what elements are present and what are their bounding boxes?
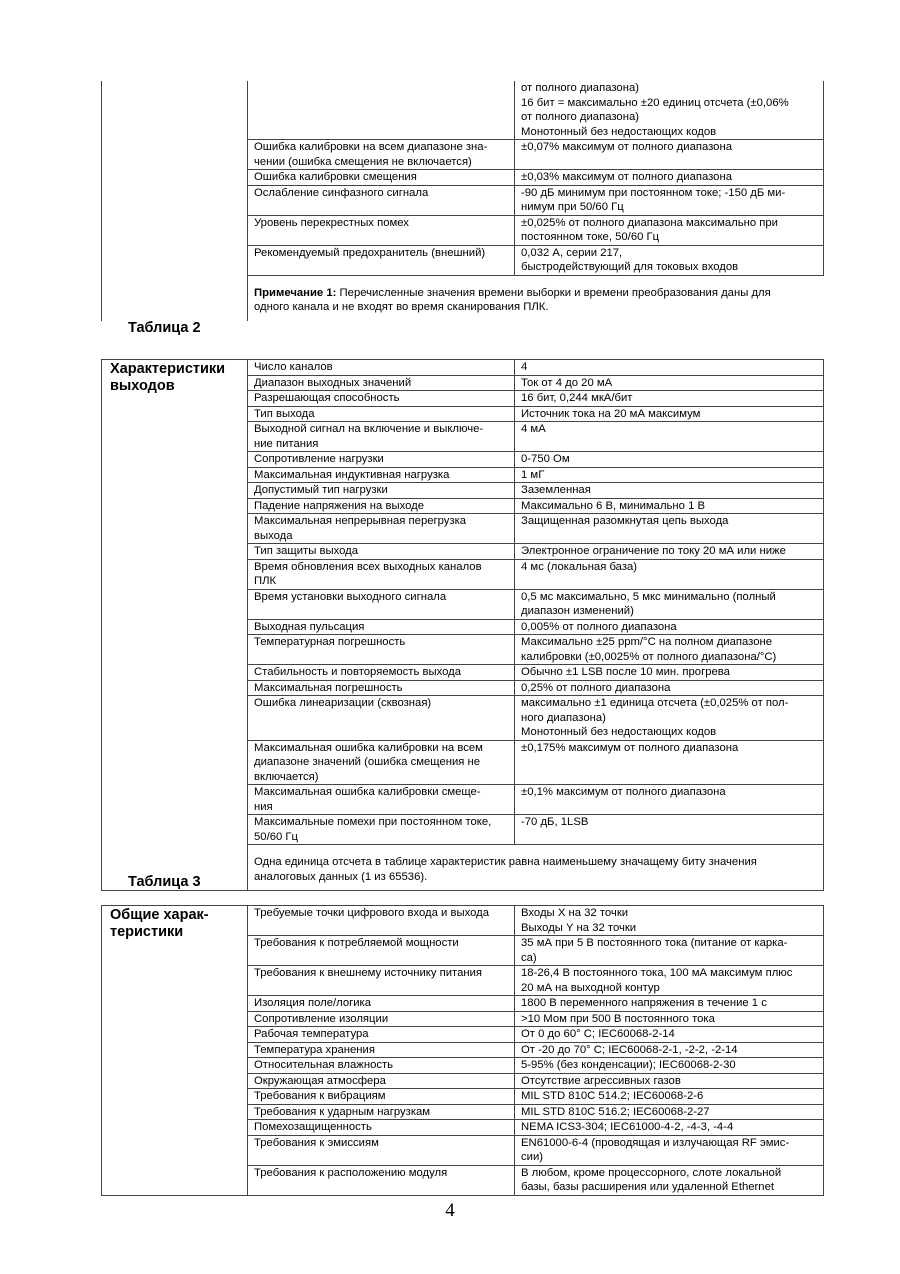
value-cell xyxy=(515,170,824,186)
parameter-cell xyxy=(248,559,515,589)
parameter-cell xyxy=(248,1058,515,1074)
parameter-text: Диапазон выходных значений xyxy=(254,376,412,389)
value-cell xyxy=(515,1120,824,1136)
parameter-text: Максимальная ошибка калибровки на всем xyxy=(254,741,483,754)
value-cell xyxy=(515,1011,824,1027)
parameter-cell xyxy=(248,936,515,966)
parameter-cell xyxy=(248,375,515,391)
value-text: Электронное ограничение по току 20 мА или ниже xyxy=(521,545,786,557)
parameter-text: Изоляция поле/логика xyxy=(254,997,372,1009)
value-text: Входы X на 32 точки xyxy=(521,907,629,919)
parameter-text: ПЛК xyxy=(254,575,277,587)
value-cell xyxy=(515,589,824,619)
table-analog-inputs-continued xyxy=(101,81,824,321)
value-text: Монотонный без недостающих кодов xyxy=(521,726,717,738)
value-text: от полного диапазона) xyxy=(521,111,639,123)
value-text: базы, базы расширения или удаленной Ethernet xyxy=(521,1181,774,1193)
parameter-text: Требования к потребляемой мощности xyxy=(254,937,459,949)
note-text: одного канала и не входят во время сканирования ПЛК. xyxy=(254,301,549,313)
value-cell xyxy=(515,514,824,544)
parameter-cell xyxy=(248,1089,515,1105)
value-cell xyxy=(515,245,824,275)
parameter-text: чении (ошибка смещения не включается) xyxy=(254,155,472,168)
note-text: аналоговых данных (1 из 65536). xyxy=(254,870,428,883)
parameter-text: Максимальная погрешность xyxy=(254,681,403,694)
table-body xyxy=(102,906,824,1196)
parameter-text: диапазоне значений (ошибка смещения не xyxy=(254,756,481,768)
table-3-heading: Таблица 3 xyxy=(128,874,201,890)
value-cell xyxy=(515,406,824,422)
parameter-cell xyxy=(248,1135,515,1165)
value-text: нимум при 50/60 Гц xyxy=(521,201,624,213)
parameter-text: Требования к расположению модуля xyxy=(254,1166,448,1179)
parameter-cell xyxy=(248,1120,515,1136)
value-text: 18-26,4 В постоянного тока, 100 мА максимум плюс xyxy=(521,967,793,979)
parameter-cell xyxy=(248,996,515,1012)
parameter-cell xyxy=(248,696,515,741)
parameter-cell xyxy=(248,544,515,560)
parameter-text: Число каналов xyxy=(254,361,333,373)
table-output-characteristics xyxy=(101,359,824,891)
value-cell xyxy=(515,544,824,560)
value-cell xyxy=(515,665,824,681)
value-text: Максимально 6 В, минимально 1 В xyxy=(521,499,706,512)
parameter-cell xyxy=(248,1073,515,1089)
parameter-text: Требования к вибрациям xyxy=(254,1090,386,1102)
value-cell xyxy=(515,498,824,514)
value-cell xyxy=(515,1135,824,1165)
parameter-text: Помехозащищенность xyxy=(254,1121,372,1133)
value-cell xyxy=(515,375,824,391)
value-cell xyxy=(515,996,824,1012)
parameter-text: Разрешающая способность xyxy=(254,392,400,404)
value-text: Монотонный без недостающих кодов xyxy=(521,125,717,138)
parameter-text: Тип защиты выхода xyxy=(254,545,359,557)
value-text: ±0,03% максимум от полного диапазона xyxy=(521,171,732,183)
parameter-text: Стабильность и повторяемость выхода xyxy=(254,666,462,678)
value-text: 1800 В переменного напряжения в течение 1 с xyxy=(521,997,767,1009)
parameter-text: Максимальные помехи при постоянном токе, xyxy=(254,816,492,828)
parameter-cell xyxy=(248,467,515,483)
parameter-cell xyxy=(248,185,515,215)
value-text: 4 мс (локальная база) xyxy=(521,560,638,573)
parameter-cell xyxy=(248,170,515,186)
parameter-cell xyxy=(248,619,515,635)
note-text: Одна единица отсчета в таблице характеристик равна наименьшему значащему биту значения xyxy=(254,856,757,868)
parameter-text: Время обновления всех выходных каналов xyxy=(254,560,482,573)
value-text: ±0,175% максимум от полного диапазона xyxy=(521,741,739,754)
parameter-cell xyxy=(248,589,515,619)
parameter-text: Сопротивление изоляции xyxy=(254,1012,389,1025)
parameter-cell xyxy=(248,452,515,468)
value-cell xyxy=(515,815,824,845)
value-text: >10 Мом при 500 В постоянного тока xyxy=(521,1012,715,1025)
table-general-characteristics xyxy=(101,905,824,1196)
parameter-text: ния xyxy=(254,800,273,813)
value-cell xyxy=(515,215,824,245)
value-text: постоянном токе, 50/60 Гц xyxy=(521,231,660,243)
parameter-cell xyxy=(248,665,515,681)
value-text: 4 xyxy=(521,361,528,373)
value-text: MIL STD 810C 514.2; IEC60068-2-6 xyxy=(521,1090,704,1102)
section-label xyxy=(102,81,248,321)
parameter-text: Температура хранения xyxy=(254,1043,375,1056)
value-cell xyxy=(515,906,824,936)
parameter-text: ние питания xyxy=(254,437,319,450)
table-row xyxy=(102,906,824,936)
parameter-cell xyxy=(248,906,515,936)
value-cell xyxy=(515,391,824,407)
value-cell xyxy=(515,81,824,140)
parameter-text: Относительная влажность xyxy=(254,1059,394,1071)
value-text: 5-95% (без конденсации); IEC60068-2-30 xyxy=(521,1059,736,1071)
section-label-line: Характеристики xyxy=(110,361,226,377)
value-cell xyxy=(515,467,824,483)
section-label xyxy=(102,360,248,891)
value-text: 0,032 А, серии 217, xyxy=(521,246,623,259)
value-cell xyxy=(515,1058,824,1074)
parameter-text: выхода xyxy=(254,529,293,542)
table-body xyxy=(102,81,824,321)
value-text: 0,005% от полного диапазона xyxy=(521,620,677,633)
parameter-text: Максимальная индуктивная нагрузка xyxy=(254,468,450,481)
parameter-text: Ошибка калибровки смещения xyxy=(254,171,417,183)
section-label xyxy=(102,906,248,1196)
parameter-text: Выходной сигнал на включение и выключе- xyxy=(254,423,484,435)
parameter-text: Максимальная непрерывная перегрузка xyxy=(254,515,467,527)
parameter-cell xyxy=(248,81,515,140)
value-cell xyxy=(515,785,824,815)
value-text: Обычно ±1 LSB после 10 мин. прогрева xyxy=(521,666,730,678)
parameter-text: Требования к ударным нагрузкам xyxy=(254,1105,431,1118)
value-text: Защищенная разомкнутая цепь выхода xyxy=(521,515,729,527)
value-text: калибровки (±0,0025% от полного диапазона/°С) xyxy=(521,650,777,663)
parameter-cell xyxy=(248,406,515,422)
value-cell xyxy=(515,452,824,468)
value-text: -90 дБ минимум при постоянном токе; -150 дБ ми- xyxy=(521,186,786,199)
parameter-text: включается) xyxy=(254,770,319,783)
parameter-text: Тип выхода xyxy=(254,407,315,420)
value-text: 16 бит, 0,244 мкА/бит xyxy=(521,392,633,404)
value-cell xyxy=(515,1104,824,1120)
value-text: От -20 до 70° С; IEC60068-2-1, -2-2, -2-14 xyxy=(521,1043,738,1056)
value-text: Источник тока на 20 мА максимум xyxy=(521,407,701,420)
value-text: Выходы Y на 32 точки xyxy=(521,921,637,934)
parameter-cell xyxy=(248,635,515,665)
parameter-cell xyxy=(248,422,515,452)
parameter-text: Максимальная ошибка калибровки смеще- xyxy=(254,786,481,798)
value-cell xyxy=(515,1027,824,1043)
parameter-text: Выходная пульсация xyxy=(254,620,365,633)
note-cell xyxy=(248,275,824,321)
parameter-text: Окружающая атмосфера xyxy=(254,1074,386,1087)
note-cell xyxy=(248,845,824,891)
value-cell xyxy=(515,1089,824,1105)
parameter-text: Температурная погрешность xyxy=(254,636,406,648)
parameter-text: Допустимый тип нагрузки xyxy=(254,484,388,496)
value-text: ±0,025% от полного диапазона максимально при xyxy=(521,216,778,229)
value-cell xyxy=(515,619,824,635)
parameter-cell xyxy=(248,1104,515,1120)
value-cell xyxy=(515,140,824,170)
parameter-cell xyxy=(248,483,515,499)
parameter-text: Требования к эмиссиям xyxy=(254,1136,379,1149)
value-cell xyxy=(515,966,824,996)
parameter-text: Уровень перекрестных помех xyxy=(254,216,409,229)
value-text: 20 мА на выходной контур xyxy=(521,981,660,994)
value-cell xyxy=(515,1165,824,1195)
value-text: 0,5 мс максимально, 5 мкс минимально (полный xyxy=(521,590,776,603)
value-text: Максимально ±25 ppm/°С на полном диапазоне xyxy=(521,636,773,648)
parameter-text: Рекомендуемый предохранитель (внешний) xyxy=(254,246,486,259)
value-cell xyxy=(515,422,824,452)
parameter-cell xyxy=(248,245,515,275)
value-text: ного диапазона) xyxy=(521,711,606,724)
parameter-cell xyxy=(248,498,515,514)
value-cell xyxy=(515,185,824,215)
value-text: 1 мГ xyxy=(521,468,545,481)
parameter-cell xyxy=(248,1011,515,1027)
parameter-text: Требуемые точки цифрового входа и выхода xyxy=(254,907,490,919)
value-text: 4 мА xyxy=(521,423,546,435)
section-label-line: Общие харак- xyxy=(110,907,209,923)
value-cell xyxy=(515,559,824,589)
parameter-text: Требования к внешнему источнику питания xyxy=(254,967,483,979)
note-label: Примечание 1: xyxy=(254,286,337,299)
parameter-text: Ошибка линеаризации (сквозная) xyxy=(254,697,432,709)
table-2-heading: Таблица 2 xyxy=(128,320,201,336)
value-text: 16 бит = максимально ±20 единиц отсчета (±0,06% xyxy=(521,96,789,109)
table-row xyxy=(102,81,824,140)
parameter-text: Время установки выходного сигнала xyxy=(254,590,447,603)
value-text: Заземленная xyxy=(521,484,591,496)
parameter-cell xyxy=(248,740,515,785)
value-text: диапазон изменений) xyxy=(521,605,634,617)
value-cell xyxy=(515,740,824,785)
section-label-line: теристики xyxy=(110,924,184,940)
parameter-text: Падение напряжения на выходе xyxy=(254,499,425,512)
value-cell xyxy=(515,680,824,696)
note-text: Примечание 1: Перечисленные значения времени выборки и времени преобразования даны для xyxy=(254,286,771,299)
value-text: от полного диапазона) xyxy=(521,82,639,94)
parameter-text: Сопротивление нагрузки xyxy=(254,453,384,465)
value-cell xyxy=(515,1073,824,1089)
value-cell xyxy=(515,483,824,499)
parameter-cell xyxy=(248,785,515,815)
value-text: NEMA ICS3-304; IEC61000-4-2, -4-3, -4-4 xyxy=(521,1121,734,1133)
page-number: 4 xyxy=(445,1200,455,1221)
value-text: EN61000-6-4 (проводящая и излучающая RF эмис- xyxy=(521,1136,790,1149)
value-cell xyxy=(515,1042,824,1058)
parameter-cell xyxy=(248,140,515,170)
section-label-line: выходов xyxy=(110,378,175,394)
value-text: 35 мА при 5 В постоянного тока (питание от карка- xyxy=(521,937,788,949)
value-cell xyxy=(515,635,824,665)
parameter-text: 50/60 Гц xyxy=(254,830,298,843)
value-text: ±0,1% максимум от полного диапазона xyxy=(521,786,726,798)
value-text: максимально ±1 единица отсчета (±0,025% от пол- xyxy=(521,697,789,709)
value-cell xyxy=(515,360,824,376)
parameter-cell xyxy=(248,1165,515,1195)
parameter-text: Рабочая температура xyxy=(254,1028,369,1040)
value-text: са) xyxy=(521,951,537,964)
value-text: Ток от 4 до 20 мА xyxy=(521,376,613,389)
parameter-cell xyxy=(248,215,515,245)
value-text: Отсутствие агрессивных газов xyxy=(521,1074,681,1087)
value-text: сии) xyxy=(521,1151,544,1163)
table-body xyxy=(102,360,824,891)
value-text: В любом, кроме процессорного, слоте локальной xyxy=(521,1166,782,1179)
parameter-cell xyxy=(248,815,515,845)
table-row xyxy=(102,360,824,376)
value-cell xyxy=(515,696,824,741)
value-text: От 0 до 60° С; IEC60068-2-14 xyxy=(521,1028,675,1040)
parameter-cell xyxy=(248,391,515,407)
value-text: MIL STD 810C 516.2; IEC60068-2-27 xyxy=(521,1105,710,1118)
value-text: -70 дБ, 1LSB xyxy=(521,816,589,828)
parameter-cell xyxy=(248,1027,515,1043)
value-text: ±0,07% максимум от полного диапазона xyxy=(521,141,732,153)
value-text: 0,25% от полного диапазона xyxy=(521,681,671,694)
value-text: 0-750 Ом xyxy=(521,453,570,465)
value-cell xyxy=(515,936,824,966)
parameter-text: Ослабление синфазного сигнала xyxy=(254,186,429,199)
parameter-cell xyxy=(248,360,515,376)
value-text: быстродействующий для токовых входов xyxy=(521,261,739,273)
parameter-cell xyxy=(248,514,515,544)
parameter-cell xyxy=(248,680,515,696)
parameter-cell xyxy=(248,1042,515,1058)
parameter-text: Ошибка калибровки на всем диапазоне зна- xyxy=(254,141,488,153)
parameter-cell xyxy=(248,966,515,996)
